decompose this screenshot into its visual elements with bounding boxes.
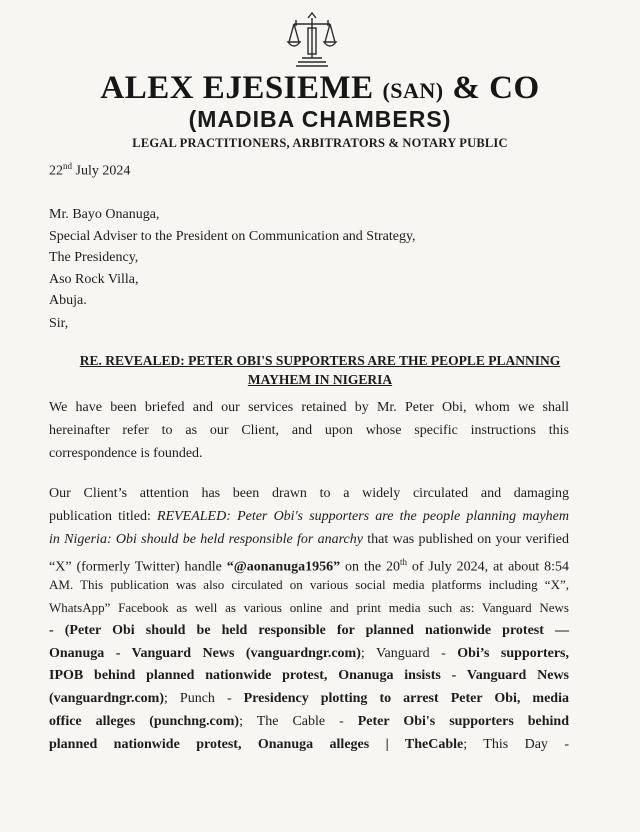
paragraph-line [49, 506, 569, 529]
article-title: IPOB behind planned nationwide protest, Onanuga insists - Vanguard News [49, 668, 569, 684]
text-run: ; Punch - [164, 691, 244, 707]
text-run: of July 2024, at about 8:54 [406, 560, 569, 576]
firm-san: (SAN) [382, 78, 444, 103]
paragraph-line: hereinafter refer to as our Client, and upon whose specific instructions this [49, 422, 569, 438]
paragraph-line [49, 529, 569, 552]
addressee-line: Special Adviser to the President on Communication and Strategy, [49, 228, 416, 244]
publication-title: in Nigeria: Obi should be held responsible for anarchy [49, 531, 363, 547]
paragraph-line: AM. This publication was also circulated on various social media platforms including “X”, [49, 577, 569, 593]
text-run: on the 20 [340, 560, 400, 576]
article-title: (vanguardngr.com) [49, 691, 164, 707]
text-run: publication titled: [49, 508, 158, 524]
paragraph-line [49, 551, 569, 574]
publication-title: REVEALED: Peter Obi's supporters are the people planning mayhem [157, 508, 569, 524]
text-run: that was published on your verified [362, 531, 569, 547]
text-run: “X” (formerly Twitter) handle [49, 560, 227, 576]
paragraph-line [49, 643, 569, 666]
addressee-line: Abuja. [49, 293, 87, 308]
addressee-line: The Presidency, [49, 250, 139, 265]
paragraph-line [49, 620, 569, 643]
article-title: Onanuga - Vanguard News (vanguardngr.com) [49, 645, 361, 661]
text-run: ; This Day - [463, 736, 569, 752]
addressee-line: Mr. Bayo Onanuga, [49, 207, 160, 222]
date-day: 22 [49, 163, 63, 179]
article-title: Presidency plotting to arrest Peter Obi, media [243, 691, 569, 707]
article-title: Peter Obi's supporters behind [357, 713, 569, 729]
firm-name [0, 70, 640, 107]
firm-tagline: LEGAL PRACTITIONERS, ARBITRATORS & NOTARY PUBLIC [132, 136, 508, 150]
paragraph-line [49, 665, 569, 688]
paragraph-2 [49, 483, 569, 757]
paragraph-line: correspondence is founded. [49, 445, 203, 461]
ordinal-suffix: th [399, 557, 407, 568]
firm-suffix: & CO [452, 70, 540, 106]
letter-date [49, 161, 130, 180]
twitter-handle: “@aonanuga1956” [226, 560, 341, 576]
text-run: ; The Cable - [239, 713, 358, 729]
paragraph-line [49, 734, 569, 757]
date-suffix: nd [63, 161, 72, 171]
paragraph-line [49, 688, 569, 711]
article-title: Obi’s supporters, [457, 645, 569, 661]
addressee-block [49, 204, 416, 312]
date-rest: July 2024 [75, 163, 131, 179]
paragraph-line: WhatsApp” Facebook as well as various online and print media such as: Vanguard News [49, 599, 569, 615]
article-title: planned nationwide protest, Onanuga alleges | TheCable [49, 736, 464, 752]
article-title: office alleges (punchng.com) [49, 713, 240, 729]
article-title: - (Peter Obi should be held responsible for planned nationwide protest — [49, 622, 569, 638]
firm-name-main: ALEX EJESIEME [100, 70, 374, 106]
subject-line-1: RE. REVEALED: PETER OBI'S SUPPORTERS ARE THE PEOPLE PLANNING [79, 353, 561, 368]
paragraph-line [49, 711, 569, 734]
subject-heading [40, 351, 600, 389]
paragraph-line: We have been briefed and our services retained by Mr. Peter Obi, whom we shall [49, 400, 569, 415]
addressee-line: Aso Rock Villa, [49, 271, 139, 287]
scales-of-justice-icon [286, 12, 338, 68]
chambers-name: (MADIBA CHAMBERS) [188, 106, 452, 132]
salutation: Sir, [49, 316, 69, 331]
text-run: ; Vanguard - [360, 645, 458, 661]
paragraph-line: Our Client’s attention has been drawn to a widely circulated and damaging [49, 486, 569, 501]
paragraph-1 [49, 397, 569, 465]
subject-line-2: MAYHEM IN NIGERIA [247, 372, 393, 387]
